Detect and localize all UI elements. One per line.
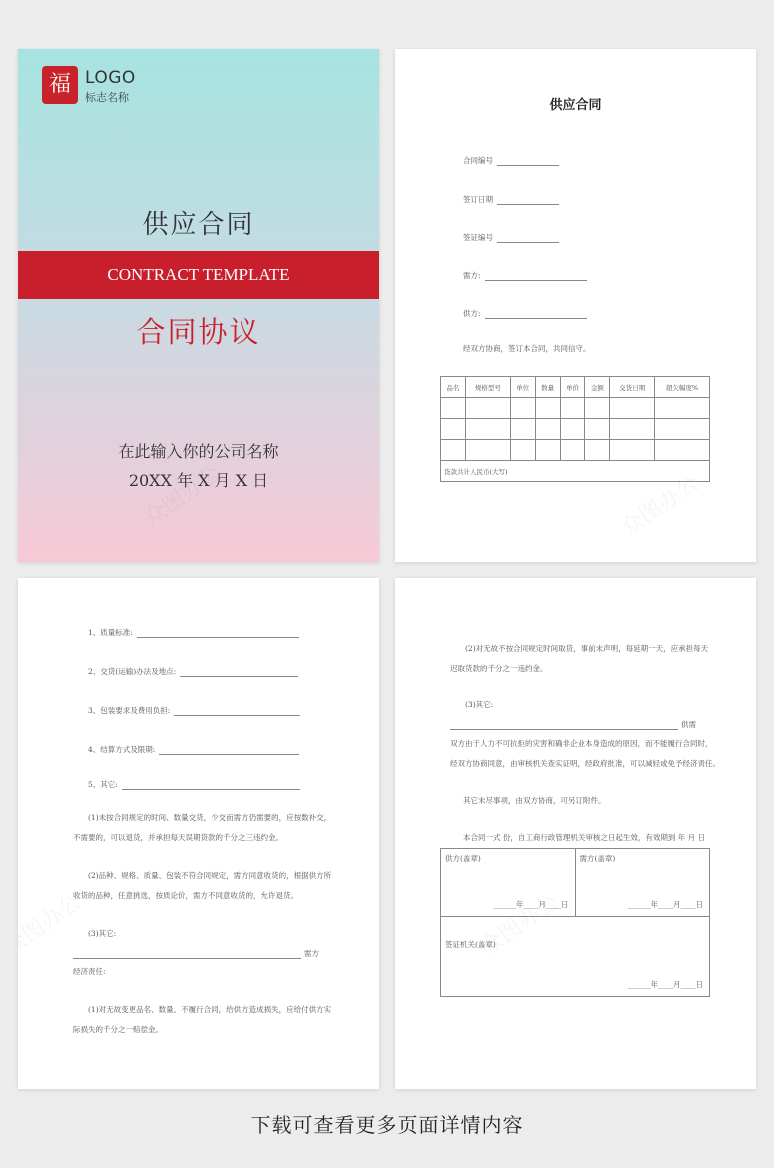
- contract-no-field: [463, 155, 559, 166]
- contract-intro: 经双方协商，签订本合同，共同信守。: [463, 344, 591, 353]
- contract-page-1: [395, 49, 756, 562]
- table-header: 超欠幅度%: [655, 377, 710, 398]
- sign-date-line: [497, 197, 559, 205]
- clause-item: [88, 779, 300, 790]
- clause-item: [88, 705, 300, 716]
- clause-paragraph: (2)品种、规格、质量、包装不符合同规定，需方同意收货的，根据供方所: [88, 871, 332, 880]
- clause-line: [174, 708, 300, 716]
- table-header: 单位: [510, 377, 535, 398]
- clause-line: [137, 630, 299, 638]
- buyer-label: 需方:: [463, 271, 481, 280]
- clause-label: 4、结算方式及限期:: [88, 745, 156, 754]
- table-row: [441, 440, 710, 461]
- clause-paragraph: (1)对无故变更品名、数量、不履行合同，给供方造成损失，应给付供方实: [88, 1005, 332, 1014]
- clause-line: [122, 782, 300, 790]
- clause-line: [180, 669, 298, 677]
- logo-glyph: 福: [48, 72, 71, 97]
- buyer-seal-cell: [575, 849, 710, 917]
- clause-item: [88, 666, 298, 677]
- table-row: [441, 917, 710, 997]
- contract-no-label: 合同编号: [463, 156, 493, 165]
- clause-paragraph: 收货的品种，任意挑选，按质论价，需方不同意收货的，允许退货。: [73, 891, 298, 900]
- supplier-seal-cell: [441, 849, 576, 917]
- fill-line: [450, 722, 678, 730]
- clause-label: 1、质量标准:: [88, 628, 133, 637]
- contract-page-2: [18, 578, 379, 1089]
- table-header: 规格型号: [465, 377, 510, 398]
- clause-paragraph: 迟取货款的千分之一违约金。: [450, 664, 548, 673]
- cert-seal-label: 签证机关(盖章): [445, 940, 496, 949]
- contract-no-line: [497, 158, 559, 166]
- sign-date-label: 签订日期: [463, 195, 493, 204]
- clause-line: [159, 747, 299, 755]
- table-header: 交货日期: [610, 377, 655, 398]
- cover-page: [18, 49, 379, 562]
- clause-paragraph: 双方由于人力不可抗拒的灾害和确非企业本身造成的原因，而不能履行合同时，: [450, 739, 713, 748]
- clause-item: [88, 627, 299, 638]
- table-header-row: [441, 377, 710, 398]
- table-header: 单价: [560, 377, 585, 398]
- cover-band: CONTRACT TEMPLATE: [18, 251, 379, 299]
- cert-no-field: [463, 232, 559, 243]
- clause-item: [88, 744, 299, 755]
- buyer-line: [485, 273, 587, 281]
- supplier-line: [485, 311, 587, 319]
- clause-paragraph: 经济责任:: [73, 967, 106, 976]
- table-total: 货款共计人民币(大写): [441, 461, 710, 482]
- clause-paragraph: 本合同一式 份，自工商行政管理机关审核之日起生效，有效期到 年 月 日: [463, 833, 706, 842]
- cover-company: 在此输入你的公司名称: [118, 442, 279, 461]
- fill-line-end: 需方: [304, 949, 319, 958]
- cert-no-label: 签证编号: [463, 233, 493, 242]
- cert-no-line: [497, 235, 559, 243]
- table-header: 金额: [585, 377, 610, 398]
- clause-label: 5、其它:: [88, 780, 118, 789]
- clause-paragraph: (3)其它:: [88, 929, 117, 938]
- contract-title: 供应合同: [549, 98, 602, 113]
- fill-line-end: 供需: [681, 720, 696, 729]
- table-total-row: [441, 461, 710, 482]
- cover-title: 供应合同: [142, 210, 255, 240]
- clause-paragraph: (3)其它:: [465, 700, 494, 709]
- table-row: [441, 419, 710, 440]
- cover-date: 20XX 年 X 月 X 日: [128, 471, 269, 490]
- goods-table: [440, 376, 710, 482]
- logo-text: LOGO: [85, 68, 136, 88]
- supplier-field: [463, 308, 587, 319]
- table-header: 数量: [535, 377, 560, 398]
- clause-fill-line: [73, 948, 319, 959]
- logo-subtitle: 标志名称: [85, 91, 129, 104]
- logo-icon: [42, 66, 78, 104]
- cover-subtitle: 合同协议: [136, 315, 261, 349]
- clause-label: 2、交货(运输)办法及地点:: [88, 667, 177, 676]
- cert-seal-date: ______年____月____日: [628, 980, 703, 989]
- supplier-label: 供方:: [463, 309, 481, 318]
- clause-fill-line: [450, 719, 696, 730]
- clause-label: 3、包装要求及费用负担:: [88, 706, 171, 715]
- table-row: [441, 398, 710, 419]
- buyer-seal-date: ______年____月____日: [628, 900, 703, 909]
- table-row: [441, 849, 710, 917]
- supplier-seal-date: ______年____月____日: [493, 900, 569, 909]
- sign-date-field: [463, 194, 559, 205]
- buyer-seal-label: 需方(盖章): [579, 854, 616, 863]
- buyer-field: [463, 270, 587, 281]
- fill-line: [73, 951, 301, 959]
- clause-paragraph: 不需要的，可以退货，并承担每天误期货款的千分之三违约金。: [73, 833, 283, 842]
- cert-seal-cell: [441, 917, 710, 997]
- footer-caption: 下载可查看更多页面详情内容: [250, 1113, 524, 1137]
- clause-paragraph: 际损失的千分之一赔偿金。: [73, 1025, 163, 1034]
- table-header: 品名: [441, 377, 466, 398]
- supplier-seal-label: 供方(盖章): [445, 854, 481, 863]
- signature-table: [440, 848, 710, 997]
- clause-paragraph: (1)未按合同规定的时间、数量交货，少交而需方仍需要的，应按数补交，: [88, 813, 332, 822]
- contract-page-3: [395, 578, 756, 1089]
- clause-paragraph: (2)对无故不按合同规定时间取货，事前未声明，每延期一天，应承担每天: [465, 644, 709, 653]
- clause-paragraph: 经双方协商同意，由审核机关查实证明，经政府批准，可以减轻或免予经济责任。: [450, 759, 720, 768]
- clause-paragraph: 其它未尽事项，由双方协商，可另订附件。: [463, 796, 606, 805]
